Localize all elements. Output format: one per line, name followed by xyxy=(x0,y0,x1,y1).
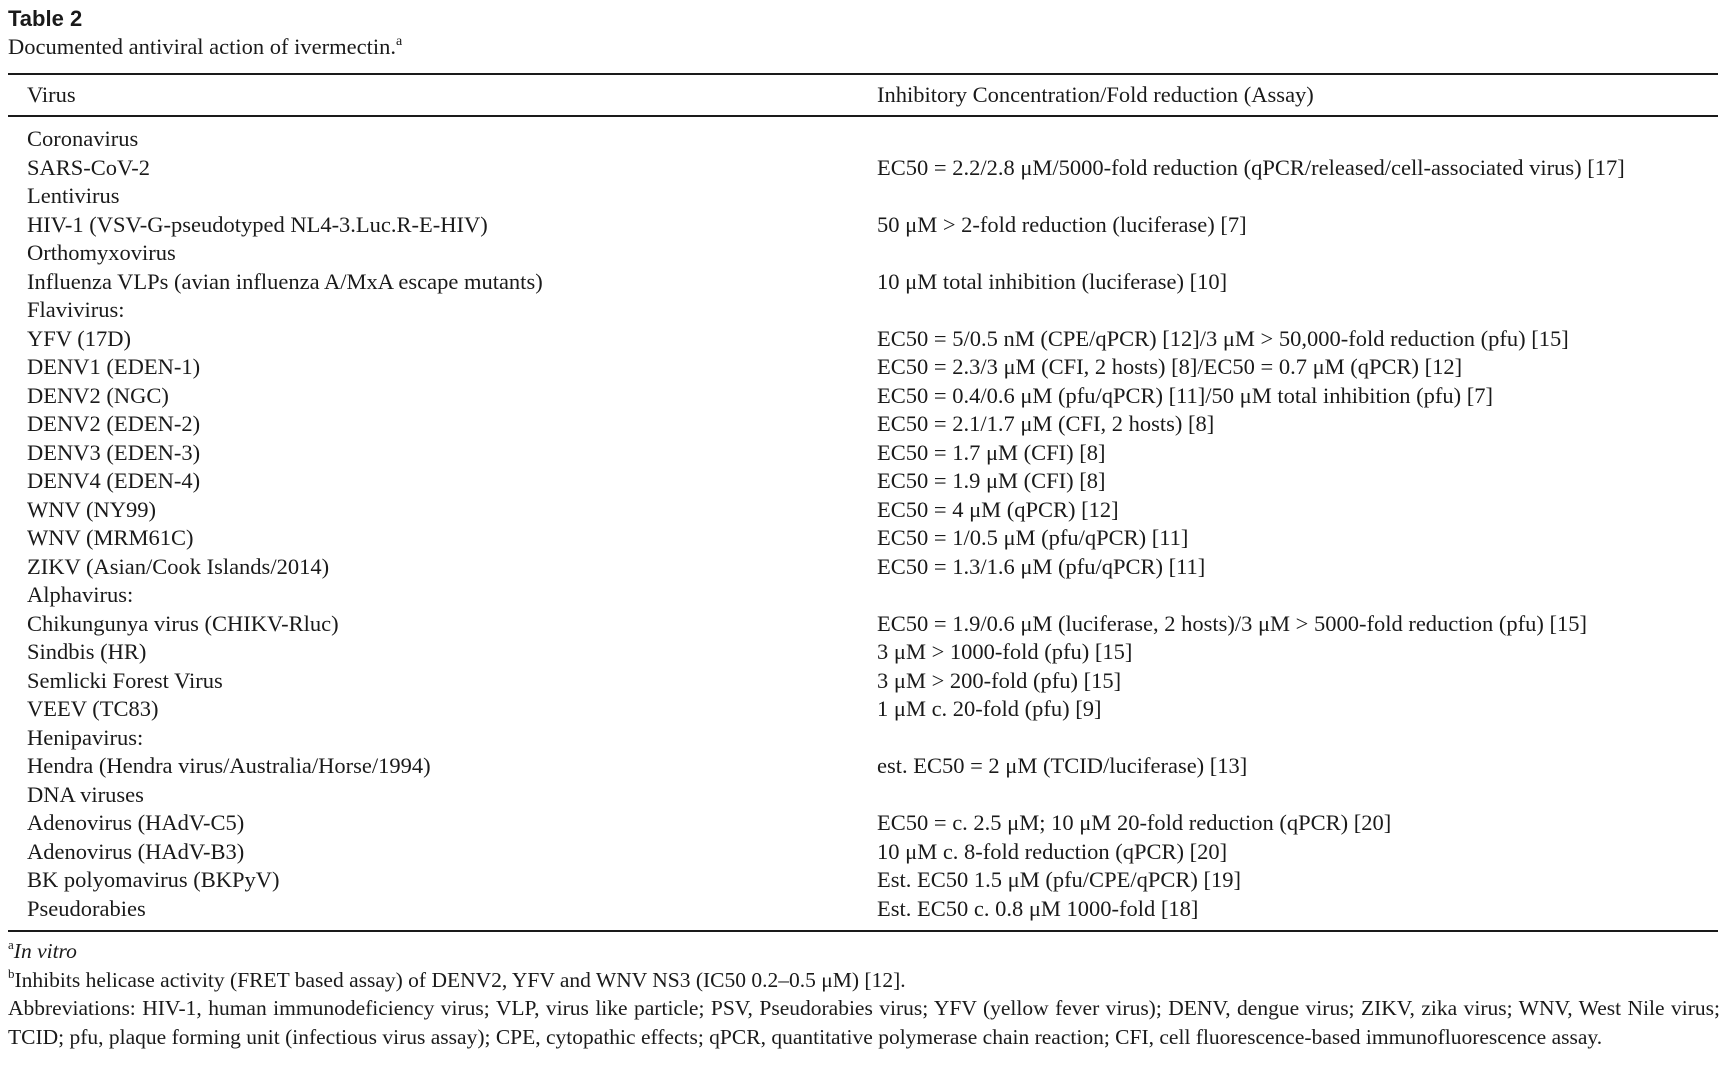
table-row xyxy=(8,497,1718,526)
table-row xyxy=(8,753,1718,782)
table-caption-text: Documented antiviral action of ivermectin. xyxy=(8,34,396,59)
virus-cell: DENV4 (EDEN-4) xyxy=(27,468,201,493)
virus-cell: Coronavirus xyxy=(27,126,139,151)
footnote-b-marker: b xyxy=(8,965,15,981)
table-row xyxy=(8,867,1718,896)
virus-cell: Orthomyxovirus xyxy=(27,240,176,265)
table-row xyxy=(8,525,1718,554)
concentration-cell: EC50 = 4 μM (qPCR) [12] xyxy=(877,496,1119,522)
concentration-cell: EC50 = 2.1/1.7 μM (CFI, 2 hosts) [8] xyxy=(877,411,1215,436)
concentration-cell: 50 μM > 2-fold reduction (luciferase) [7] xyxy=(877,211,1247,237)
concentration-cell: 3 μM > 1000-fold (pfu) [15] xyxy=(877,639,1133,664)
virus-cell: DNA viruses xyxy=(27,781,144,807)
concentration-cell: EC50 = 0.4/0.6 μM (pfu/qPCR) [11]/50 μM total inhibition (pfu) [7] xyxy=(877,382,1493,408)
virus-cell: Lentivirus xyxy=(27,183,120,208)
table-top-rule xyxy=(8,73,1718,75)
table-row xyxy=(8,582,1718,611)
virus-cell: HIV-1 (VSV-G-pseudotyped NL4-3.Luc.R-E-HIV) xyxy=(27,211,488,237)
concentration-cell: EC50 = 1.3/1.6 μM (pfu/qPCR) [11] xyxy=(877,553,1206,579)
caption-footnote-marker: a xyxy=(395,34,403,49)
concentration-cell: EC50 = 2.3/3 μM (CFI, 2 hosts) [8]/EC50 = 0.7 μM (qPCR) [12] xyxy=(877,354,1463,379)
table-row xyxy=(8,839,1718,868)
concentration-cell: 10 μM total inhibition (luciferase) [10] xyxy=(877,268,1228,294)
virus-cell: Henipavirus: xyxy=(27,724,144,750)
table-row xyxy=(8,696,1718,725)
table-row xyxy=(8,411,1718,440)
virus-cell: SARS-CoV-2 xyxy=(27,154,150,180)
table-label: Table 2 xyxy=(8,6,83,31)
virus-cell: Influenza VLPs (avian influenza A/MxA escape mutants) xyxy=(27,268,543,294)
table-row xyxy=(8,611,1718,640)
virus-cell: ZIKV (Asian/Cook Islands/2014) xyxy=(27,553,330,579)
concentration-cell: 3 μM > 200-fold (pfu) [15] xyxy=(877,667,1122,693)
concentration-cell: 10 μM c. 8-fold reduction (qPCR) [20] xyxy=(877,838,1228,864)
virus-cell: Hendra (Hendra virus/Australia/Horse/1994) xyxy=(27,753,431,778)
footnote-a-text: In vitro xyxy=(13,939,77,963)
virus-cell: Flavivirus: xyxy=(27,297,125,322)
virus-cell: Chikungunya virus (CHIKV-Rluc) xyxy=(27,610,339,636)
table-row xyxy=(8,183,1718,212)
virus-cell: WNV (NY99) xyxy=(27,496,156,522)
table-row xyxy=(8,354,1718,383)
table-row xyxy=(8,668,1718,697)
table-row xyxy=(8,554,1718,583)
virus-cell: DENV2 (EDEN-2) xyxy=(27,411,201,436)
table-body xyxy=(8,126,1718,924)
concentration-cell: 1 μM c. 20-fold (pfu) [9] xyxy=(877,696,1102,721)
table-header-rule xyxy=(8,115,1718,117)
virus-cell: Semlicki Forest Virus xyxy=(27,667,223,693)
concentration-cell: EC50 = 2.2/2.8 μM/5000-fold reduction (qPCR/released/cell-associated virus) [17] xyxy=(877,154,1625,180)
virus-cell: WNV (MRM61C) xyxy=(27,525,194,550)
concentration-cell: Est. EC50 1.5 μM (pfu/CPE/qPCR) [19] xyxy=(877,867,1241,892)
table-row xyxy=(8,126,1718,155)
table-row xyxy=(8,810,1718,839)
table-bottom-rule xyxy=(8,930,1718,932)
table-row xyxy=(8,326,1718,355)
virus-cell: YFV (17D) xyxy=(27,325,131,351)
table-row xyxy=(8,440,1718,469)
column-header-virus: Virus xyxy=(27,82,76,107)
virus-cell: BK polyomavirus (BKPyV) xyxy=(27,867,280,892)
footnote-abbreviations: Abbreviations: HIV-1, human immunodeficiency virus; VLP, virus like particle; PSV, Pseudorabies virus; YFV (yellow fever virus); DENV, dengue virus; ZIKV, zika virus; WNV, West Nile virus; TCID; pfu, plaque forming unit (infectious virus assay); CPE, cytopathic effects; qPCR, quantitative polymerase chain reaction; CFI, cell fluorescence-based immunofluorescence assay. xyxy=(8,996,1720,1049)
virus-cell: Alphavirus: xyxy=(27,582,134,607)
virus-cell: Sindbis (HR) xyxy=(27,639,147,664)
column-header-concentration: Inhibitory Concentration/Fold reduction (Assay) xyxy=(877,82,1314,107)
virus-cell: VEEV (TC83) xyxy=(27,696,159,721)
concentration-cell: EC50 = c. 2.5 μM; 10 μM 20-fold reduction (qPCR) [20] xyxy=(877,810,1392,835)
table-row xyxy=(8,725,1718,754)
concentration-cell: est. EC50 = 2 μM (TCID/luciferase) [13] xyxy=(877,753,1248,778)
virus-cell: Pseudorabies xyxy=(27,895,146,921)
virus-cell: Adenovirus (HAdV-B3) xyxy=(27,838,245,864)
table-row xyxy=(8,896,1718,925)
table-row xyxy=(8,639,1718,668)
concentration-cell: Est. EC50 c. 0.8 μM 1000-fold [18] xyxy=(877,895,1199,921)
concentration-cell: EC50 = 1.9/0.6 μM (luciferase, 2 hosts)/3 μM > 5000-fold reduction (pfu) [15] xyxy=(877,610,1588,636)
virus-cell: DENV3 (EDEN-3) xyxy=(27,439,201,465)
virus-cell: Adenovirus (HAdV-C5) xyxy=(27,810,245,835)
table-row xyxy=(8,212,1718,241)
table-row xyxy=(8,297,1718,326)
footnote-b-text: Inhibits helicase activity (FRET based assay) of DENV2, YFV and WNV NS3 (IC50 0.2–0.5 μM) [12]. xyxy=(14,967,906,992)
virus-cell: DENV1 (EDEN-1) xyxy=(27,354,201,379)
table-row xyxy=(8,468,1718,497)
concentration-cell: EC50 = 1.7 μM (CFI) [8] xyxy=(877,439,1106,465)
footnote-a-marker: a xyxy=(8,937,14,952)
table-row xyxy=(8,269,1718,298)
footnote-a xyxy=(8,937,1720,966)
footnote-b xyxy=(8,966,1720,995)
table-footnotes xyxy=(8,937,1720,1051)
table-row xyxy=(8,240,1718,269)
concentration-cell: EC50 = 5/0.5 nM (CPE/qPCR) [12]/3 μM > 50,000-fold reduction (pfu) [15] xyxy=(877,325,1569,351)
table-caption xyxy=(8,34,402,60)
concentration-cell: EC50 = 1.9 μM (CFI) [8] xyxy=(877,468,1106,493)
table-row xyxy=(8,155,1718,184)
virus-cell: DENV2 (NGC) xyxy=(27,382,169,408)
table-row xyxy=(8,383,1718,412)
table-row xyxy=(8,782,1718,811)
concentration-cell: EC50 = 1/0.5 μM (pfu/qPCR) [11] xyxy=(877,525,1189,550)
